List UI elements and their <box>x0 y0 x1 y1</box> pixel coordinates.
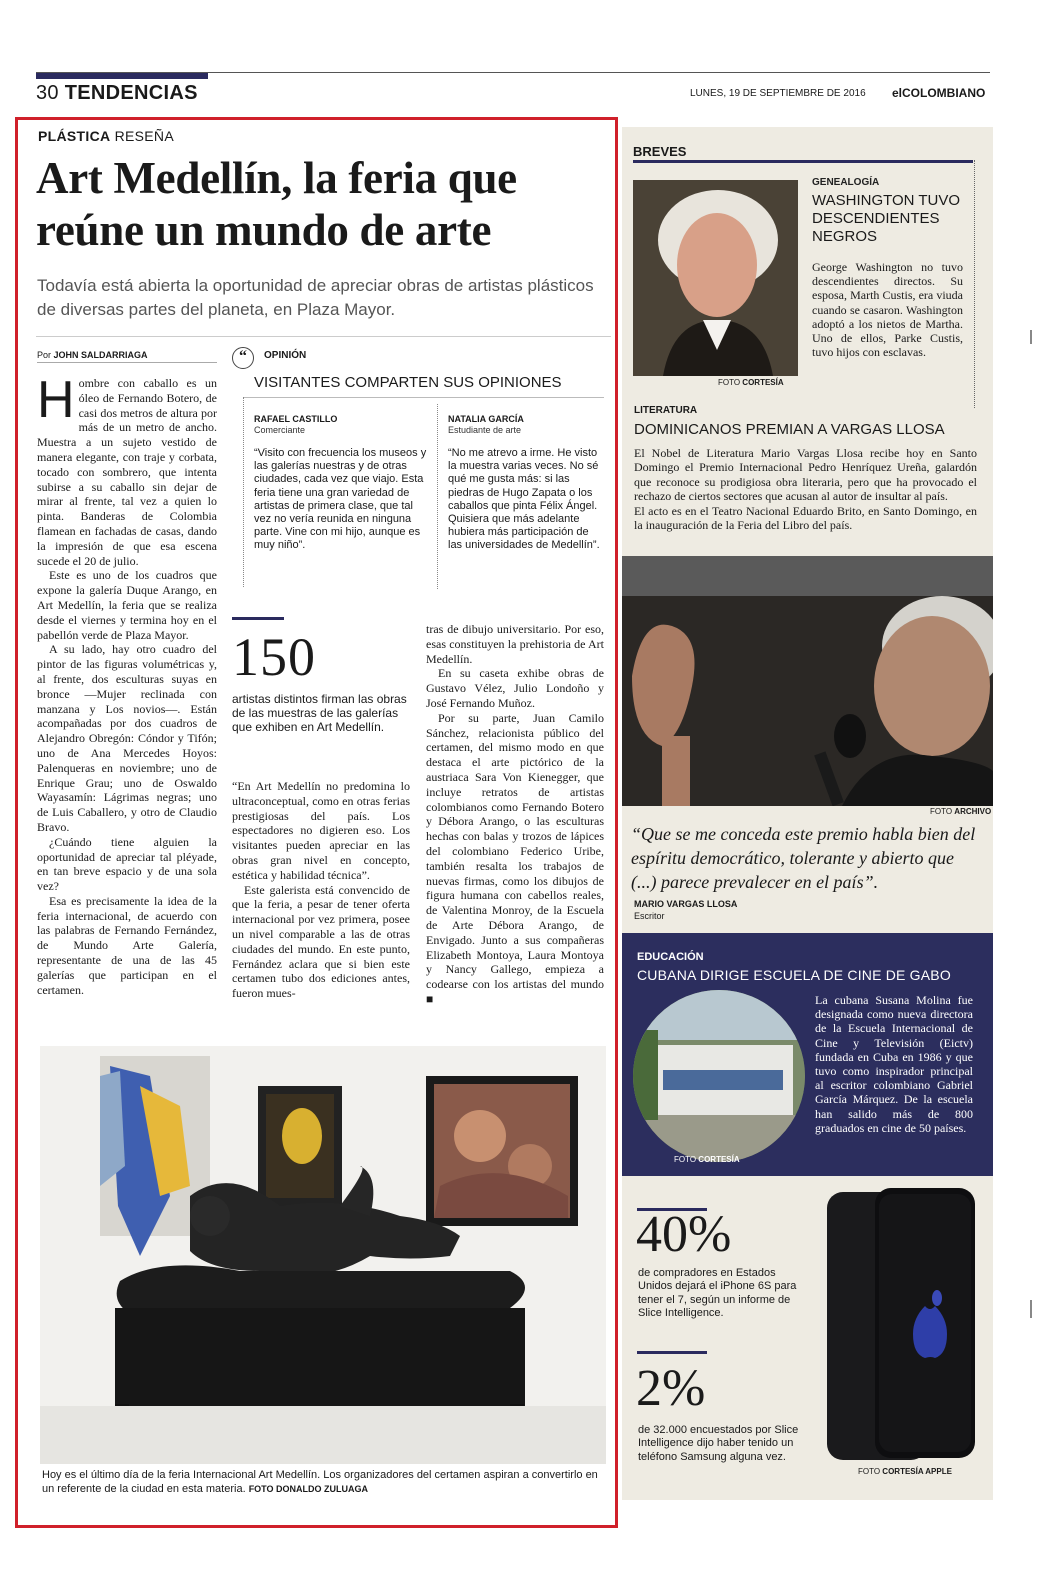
byline-divider <box>37 362 217 363</box>
photo-credit <box>718 378 784 387</box>
brief-title: CUBANA DIRIGE ESCUELA DE CINE DE GABO <box>637 967 951 983</box>
stat-number: 40% <box>636 1206 732 1263</box>
byline <box>37 350 148 360</box>
stat-description: de compradores en Estados Unidos dejará el iPhone 6S para tener el 7, según un informe de Slice Intelligence. <box>638 1267 797 1320</box>
page-number: 30 <box>36 82 59 104</box>
article-deck: Todavía está abierta la oportunidad de apreciar obras de artistas plásticos de diversas partes del planeta, en Plaza Mayor. <box>37 276 594 319</box>
photo-credit <box>930 807 991 816</box>
paragraph: Por su parte, Juan Camilo Sánchez, relacionista público del certamen, del mismo modo en que destaca el arte pictórico de la austriaca Sara Von Kienegger, que incluye retratos de artistas colombianos como Fernando Botero y Débora Arango, o las esculturas hechas con balas y trozos de lápices del colombiano Federico Uribe, también resalta los trabajos de nuevas firmas, como los dibujos de figura humana con cabellos reales, de Valentina Monroy, de la Escuela de Arte Débora Arango, de Envigado. Junto a sus compañeras Elizabeth Montoya, Laura Montoya y Nancy Gallego, empieza a codearse con los artistas del mundo ■ <box>426 710 604 1006</box>
brief-body: La cubana Susana Molina fue designada como nueva directora de la Escuela Internacional de Cine y Televisión (Eictv) fundada en Cuba en 1986 y que tuvo como inspirador principal al escritor colombiano Gabriel García Márquez. De la escuela han salido más de 800 graduados en cine de 50 países. <box>815 993 973 1135</box>
sculpture-photo <box>40 1046 606 1464</box>
brief-kicker: GENEALOGÍA <box>812 177 880 188</box>
stat-number: 2% <box>636 1360 706 1417</box>
paragraph: Esa es precisamente la idea de la feria internacional, de acuerdo con las palabras de Fernando Fernández, de Mundo Arte Galería, representante de una de las 45 galerías que participan en el certamen. <box>37 893 217 997</box>
stat-accent-bar <box>232 617 284 620</box>
section-name: TENDENCIAS <box>64 82 198 104</box>
opinion-label: OPINIÓN <box>264 350 307 361</box>
pull-quote: “Que se me conceda este premio habla bien del espíritu democrático, tolerante y abierto que (...) parece prevalecer en el país”. <box>631 824 976 892</box>
opinion-title: VISITANTES COMPARTEN SUS OPINIONES <box>254 374 562 391</box>
paragraph: ¿Cuándo tiene alguien la oportunidad de apreciar tal pléyade, en tan breve espacio y de una sola vez? <box>37 834 217 894</box>
newspaper-logo: elCOLOMBIANO <box>892 86 986 100</box>
vargas-llosa-photo <box>622 556 993 806</box>
section-title <box>36 82 198 105</box>
opinion-person-name: RAFAEL CASTILLO <box>254 414 338 424</box>
caption-text: Hoy es el último día de la feria Internacional Art Medellín. Los organizadores del certamen aspiran a convertirlo en un referente de la ciudad en esta materia. <box>42 1469 598 1495</box>
paragraph: En su caseta exhibe obras de Gustavo Vélez, Julio Londoño y José Fernando Muñoz. <box>426 666 604 710</box>
brief-kicker: LITERATURA <box>634 405 698 416</box>
stat-accent-bar <box>637 1351 707 1354</box>
kicker-section: PLÁSTICA <box>38 128 111 144</box>
film-school-photo <box>633 990 805 1162</box>
brief-kicker: EDUCACIÓN <box>637 951 704 963</box>
opinion-left-border <box>243 397 244 587</box>
scan-edge-mark <box>1030 1300 1032 1318</box>
article-kicker <box>38 128 174 144</box>
credit-prefix: FOTO <box>718 378 743 387</box>
header-date: LUNES, 19 DE SEPTIEMBRE DE 2016 <box>690 88 866 99</box>
opinion-column-divider <box>437 404 438 589</box>
drop-cap: H <box>37 371 75 429</box>
credit-source: CORTESÍA APPLE <box>882 1467 952 1476</box>
header-accent-bar <box>36 73 208 79</box>
kicker-type: RESEÑA <box>110 128 174 144</box>
brief-body <box>634 446 977 532</box>
washington-portrait <box>633 180 798 376</box>
byline-prefix: Por <box>37 350 54 360</box>
opinion-quote: “No me atrevo a irme. He visto la muestra varias veces. No sé qué me gusta más: si las piedras de Hugo Zapata o los caballos que pinta Félix Ángel. Quisiera que más adelante hubiera más participación de las universidades de Medellín”. <box>448 447 600 552</box>
iphone-illustration <box>825 1188 980 1464</box>
caption-credit: FOTO DONALDO ZULUAGA <box>248 1484 369 1494</box>
sidebar-label: BREVES <box>633 144 687 159</box>
vargas-llosa-illustration <box>622 556 993 806</box>
opinion-quote: “Visito con frecuencia los museos y las galerías nuestras y de otras ciudades, cada vez que viajo. Esta feria tiene una gran variedad de artistas de primera clase, que tal vez no vería reunida en ninguna parte. Vine con mi hijo, aunque es muy niño”. <box>254 447 427 552</box>
paragraph: El acto es en el Teatro Nacional Eduardo Brito, en Santo Domingo, en la inauguración de la Feria del Libro del país. <box>634 503 977 533</box>
article-column-2 <box>232 779 410 1001</box>
photo-credit <box>674 1155 740 1164</box>
photo-caption <box>42 1468 610 1496</box>
iphone-photo <box>825 1188 980 1464</box>
article-column-1 <box>37 371 217 997</box>
paragraph: tras de dibujo universitario. Por eso, esas constituyen la prehistoria de Art Medellín. <box>426 622 604 666</box>
credit-source: CORTESÍA <box>698 1155 740 1164</box>
sidebar-rule <box>633 160 973 163</box>
quote-icon: “ <box>232 347 254 369</box>
opinion-person-role: Comerciante <box>254 425 306 435</box>
stat-description: artistas distintos firman las obras de las muestras de las galerías que exhiben en Art Medellín. <box>232 692 407 734</box>
paragraph: “En Art Medellín no predomina lo ultraconceptual, como en otras ferias prestigiosas del país. Los espectadores no digieren eso. Los visitantes pueden apreciar en las obras gran nivel en concepto, estética y habilidad técnica”. <box>232 779 410 882</box>
opinion-person-name: NATALIA GARCÍA <box>448 414 524 424</box>
portrait-illustration <box>633 180 798 376</box>
sidebar-dotted-divider <box>974 160 975 408</box>
credit-source: ARCHIVO <box>954 807 992 816</box>
sculpture-illustration <box>40 1046 606 1464</box>
byline-author: JOHN SALDARRIAGA <box>53 350 148 360</box>
brief-title: WASHINGTON TUVO DESCENDIENTES NEGROS <box>812 192 961 245</box>
credit-source: CORTESÍA <box>742 378 784 387</box>
credit-prefix: FOTO <box>930 807 955 816</box>
opinion-person-role: Estudiante de arte <box>448 425 522 435</box>
film-school-illustration <box>633 990 805 1162</box>
brief-title: DOMINICANOS PREMIAN A VARGAS LLOSA <box>634 421 945 438</box>
quote-author-role: Escritor <box>634 911 665 921</box>
stat-number: 150 <box>232 627 316 687</box>
opinion-divider <box>243 397 604 398</box>
paragraph <box>37 371 217 568</box>
quote-author: MARIO VARGAS LLOSA <box>634 899 738 909</box>
credit-prefix: FOTO <box>674 1155 699 1164</box>
deck-divider <box>36 336 611 337</box>
paragraph: A su lado, hay otro cuadro del pintor de las figuras volumétricas y, al frente, dos esculturas suyas en bronce —Mujer reclinada con manzana y Los novios—. Están acompañadas por dos cuadros de Alejandro Obregón: Cóndor y Tifón; uno de Ana Mercedes Hoyos: Palenqueras en noviembre; uno de Enrique Grau; uno de Oswaldo Wayasamín: Lágrimas negras; uno de Luis Caballero, y otro de Claudio Bravo. <box>37 642 217 834</box>
paragraph: Este es uno de los cuadros que expone la galería Duque Arango, en Art Medellín, la feria que se realiza desde el viernes y termina hoy en el pabellón verde de Plaza Mayor. <box>37 568 217 642</box>
paragraph: Este galerista está convencido de que la feria, a pesar de tener oferta internacional por vez primera, posee un nivel comparable a las de otras ciudades del mundo. En este punto, Fernández aclara que si bien este certamen tubo dos ediciones antes, fueron mues- <box>232 882 410 1001</box>
article-column-3 <box>426 622 604 1007</box>
paragraph: El Nobel de Literatura Mario Vargas Llosa recibe hoy en Santo Domingo el Premio Internacional Pedro Henríquez Ureña, galardón que reconoce su prodigiosa obra literaria, pero que ha provocado el rechazo de ciertos sectores que acusan al autor de insultar al país. <box>634 446 977 504</box>
paragraph-text: ombre con caballo es un óleo de Fernando Botero, de casi dos metros de altura por más de un metro de ancho. Muestra a un sujeto vestido de manera elegante, con traje y corbata, tocado con sombrero, que intenta subirse a su caballo sin dejar de mirar al frente, tal vez a quien lo pinta. Banderas de Colombia flamean en fachadas de casas, dando la impresión de que esa escena sucede el 20 de julio. <box>37 376 217 568</box>
credit-prefix: FOTO <box>858 1467 883 1476</box>
scan-edge-mark <box>1030 330 1032 344</box>
brief-body: George Washington no tuvo descendientes directos. Su esposa, Marth Custis, era viuda cuando se casaron. Washington adoptó a los nietos de Martha. Uno de ellos, Parke Custis, tuvo hijos con esclavas. <box>812 260 963 360</box>
stat-description: de 32.000 encuestados por Slice Intelligence dijo haber tenido un teléfono Samsung alguna vez. <box>638 1424 799 1463</box>
article-headline: Art Medellín, la feria que reúne un mundo de arte <box>36 153 517 255</box>
photo-credit <box>858 1467 952 1476</box>
